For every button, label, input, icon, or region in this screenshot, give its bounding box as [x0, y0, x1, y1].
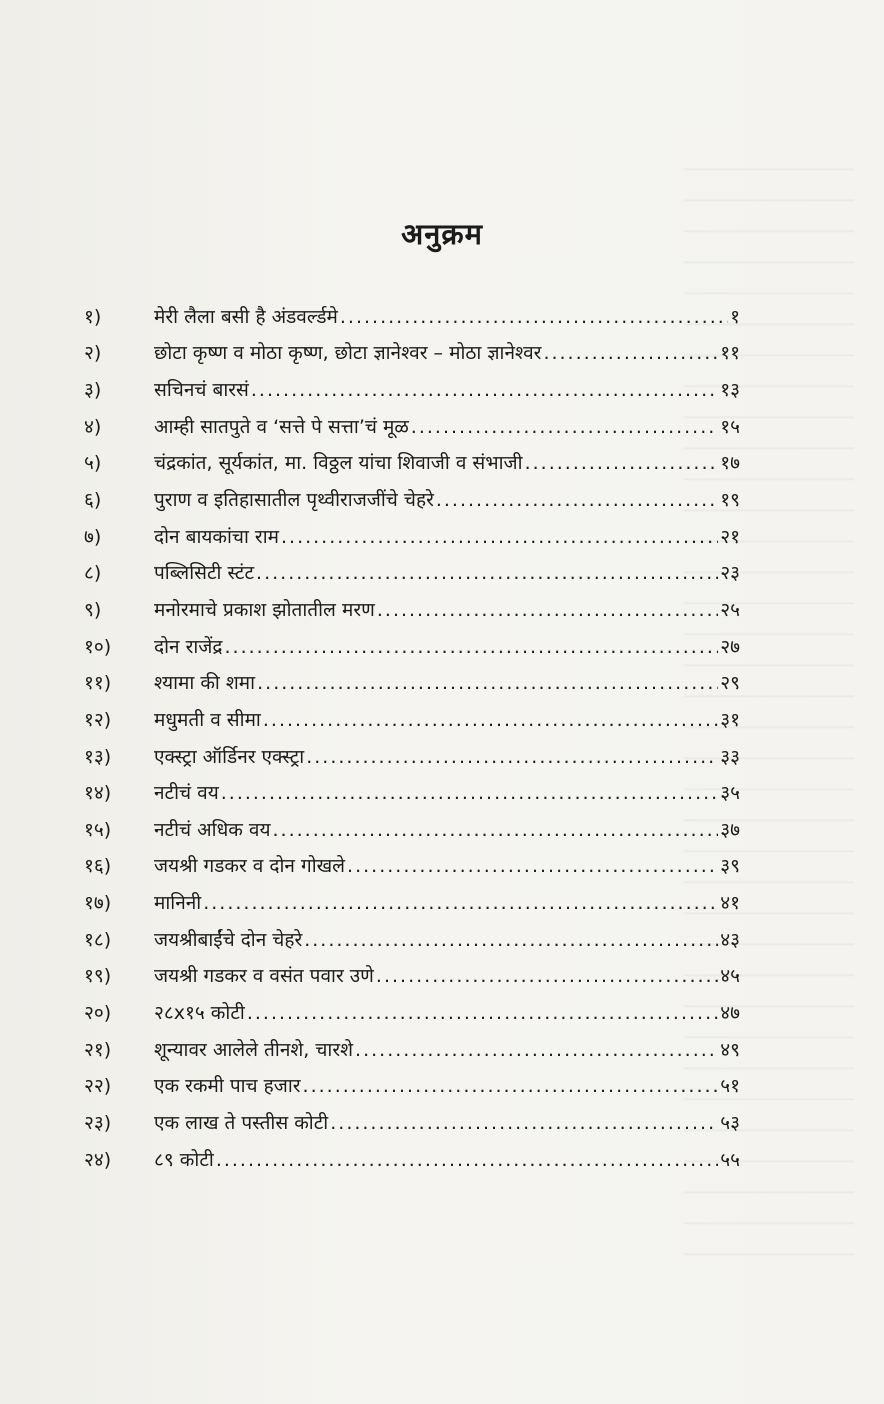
toc-entry-number: ९) — [84, 598, 102, 621]
toc-entry-title: जयश्री गडकर व दोन गोखले — [154, 855, 346, 878]
toc-entry — [84, 922, 740, 959]
toc-entry-number: २०) — [84, 1001, 112, 1024]
toc-entry-line — [154, 674, 740, 693]
toc-entry-page: ५५ — [720, 1148, 740, 1171]
dot-leader — [411, 418, 718, 437]
toc-entry-title: दोन राजेंद्र — [154, 635, 223, 658]
dot-leader — [543, 344, 718, 363]
dot-leader — [303, 1077, 719, 1096]
toc-entry-title: २८x१५ कोटी — [154, 1001, 245, 1024]
toc-entry-page: ३९ — [720, 855, 740, 878]
toc-entry-page: २७ — [720, 635, 740, 658]
toc-entry-title: एक्स्ट्रा ऑर्डिनर एक्स्ट्रा — [154, 745, 305, 768]
dot-leader — [436, 491, 718, 510]
toc-entry-title: पब्लिसिटी स्टंट — [154, 562, 255, 585]
toc-entry-page: १९ — [720, 489, 740, 512]
toc-entry — [84, 959, 740, 996]
dot-leader — [376, 967, 718, 986]
toc-entry-number: ५) — [84, 452, 102, 475]
toc-entry-number: ११) — [84, 672, 112, 695]
toc-entry-page: १५ — [720, 415, 740, 438]
toc-entry-page: १३ — [720, 379, 740, 402]
toc-entry-title: पुराण व इतिहासातील पृथ्वीराजजींचे चेहरे — [154, 489, 434, 512]
toc-entry-page: ११ — [720, 342, 740, 365]
toc-entry-page: ३१ — [720, 708, 740, 731]
toc-entry-line — [154, 635, 740, 658]
dot-leader — [256, 564, 718, 583]
dot-leader — [340, 308, 728, 327]
toc-entry-title: जयश्रीबाईंचे दोन चेहरे — [154, 928, 303, 951]
toc-entry — [84, 629, 740, 666]
toc-entry — [84, 592, 740, 629]
dot-leader — [224, 638, 718, 657]
toc-entry — [84, 775, 740, 812]
toc-entry-line — [154, 305, 740, 328]
toc-entry — [84, 446, 740, 483]
toc-entry-number: १८) — [84, 928, 112, 951]
table-of-contents — [84, 299, 740, 1178]
dot-leader — [257, 674, 718, 693]
toc-entry-number: १२) — [84, 708, 112, 731]
toc-entry — [84, 519, 740, 556]
toc-entry-number: १५) — [84, 818, 112, 841]
toc-entry-title: सचिनचं बारसं — [154, 379, 249, 402]
toc-entry — [84, 299, 740, 336]
toc-entry-title: मनोरमाचे प्रकाश झोतातील मरण — [154, 598, 375, 621]
toc-entry-page: २५ — [720, 598, 740, 621]
toc-entry — [84, 885, 740, 922]
dot-leader — [247, 1004, 718, 1023]
toc-entry-page: २१ — [720, 525, 740, 548]
dot-leader — [263, 711, 718, 730]
toc-entry-page: ४३ — [720, 928, 740, 951]
toc-entry — [84, 665, 740, 702]
toc-entry-title: एक लाख ते पस्तीस कोटी — [154, 1111, 329, 1134]
toc-entry-title: मधुमती व सीमा — [154, 708, 261, 731]
dot-leader — [281, 528, 718, 547]
dot-leader — [306, 748, 718, 767]
toc-entry-number: २) — [84, 342, 102, 365]
toc-entry-line — [154, 564, 740, 583]
toc-entry-page: ४९ — [720, 1038, 740, 1061]
toc-entry-title: एक रकमी पाच हजार — [154, 1075, 301, 1098]
toc-entry-title: नटीचं वय — [154, 782, 219, 805]
toc-entry-line — [154, 1001, 740, 1024]
toc-entry-number: ४) — [84, 415, 102, 438]
toc-entry-title: मेरी लैला बसी है अंडवर्ल्डमे — [154, 305, 338, 328]
toc-entry-number: १७) — [84, 892, 112, 915]
toc-entry-page: २३ — [720, 562, 740, 585]
dot-leader — [304, 931, 718, 950]
toc-entry-line — [154, 1038, 740, 1061]
toc-entry-line — [154, 967, 740, 986]
toc-entry-number: १९) — [84, 965, 112, 988]
toc-entry-number: १०) — [84, 635, 112, 658]
toc-entry-page: ४७ — [720, 1001, 740, 1024]
dot-leader — [251, 381, 718, 400]
toc-entry-title: दोन बायकांचा राम — [154, 525, 279, 548]
toc-entry — [84, 1032, 740, 1069]
dot-leader — [525, 454, 719, 473]
toc-entry-line — [154, 745, 740, 768]
toc-entry — [84, 812, 740, 849]
toc-entry-line — [154, 818, 740, 841]
toc-entry-line — [154, 491, 740, 510]
toc-entry-line — [154, 928, 740, 951]
toc-entry-page: १ — [730, 305, 740, 328]
toc-entry-number: २१) — [84, 1038, 112, 1061]
toc-entry-title: छोटा कृष्ण व मोठा कृष्ण, छोटा ज्ञानेश्वर – मोठा ज्ञानेश्वर — [154, 342, 542, 365]
toc-entry-line — [154, 784, 740, 803]
toc-entry-page: ३७ — [720, 818, 740, 841]
toc-entry-title: नटीचं अधिक वय — [154, 818, 271, 841]
page-title: अनुक्रम — [401, 217, 483, 251]
toc-entry-line — [154, 894, 740, 913]
toc-entry-line — [154, 1148, 740, 1171]
toc-entry-page: ५१ — [720, 1075, 740, 1098]
toc-entry — [84, 482, 740, 519]
toc-entry-page: १७ — [720, 452, 740, 475]
toc-entry-page: ४१ — [720, 892, 740, 915]
toc-entry-line — [154, 381, 740, 400]
toc-entry-page: ३३ — [720, 745, 740, 768]
toc-entry-number: १) — [84, 305, 102, 328]
toc-entry-number: २२) — [84, 1075, 112, 1098]
toc-entry-title: ८९ कोटी — [154, 1148, 214, 1171]
toc-entry-line — [154, 344, 740, 363]
toc-entry-page: ५३ — [720, 1111, 740, 1134]
toc-entry — [84, 336, 740, 373]
toc-entry — [84, 849, 740, 886]
toc-entry-line — [154, 415, 740, 438]
toc-entry-line — [154, 708, 740, 731]
dot-leader — [221, 784, 719, 803]
toc-entry-number: ६) — [84, 489, 102, 512]
toc-entry-line — [154, 454, 740, 473]
toc-entry-line — [154, 1111, 740, 1134]
toc-entry-title: श्यामा की शमा — [154, 672, 256, 695]
dot-leader — [355, 1041, 718, 1060]
toc-entry — [84, 555, 740, 592]
toc-entry — [84, 372, 740, 409]
toc-entry — [84, 702, 740, 739]
toc-entry — [84, 739, 740, 776]
toc-entry-title: जयश्री गडकर व वसंत पवार उणे — [154, 965, 374, 988]
toc-entry — [84, 1068, 740, 1105]
dot-leader — [377, 601, 718, 620]
toc-entry-title: शून्यावर आलेले तीनशे, चारशे — [154, 1038, 354, 1061]
toc-entry-number: २३) — [84, 1111, 112, 1134]
toc-entry-title: मानिनी — [154, 892, 202, 915]
toc-entry-page: ४५ — [720, 965, 740, 988]
toc-entry-number: ३) — [84, 379, 102, 402]
dot-leader — [216, 1151, 718, 1170]
toc-entry-number: ८) — [84, 562, 102, 585]
dot-leader — [273, 821, 719, 840]
toc-entry-line — [154, 525, 740, 548]
toc-entry-number: ७) — [84, 525, 102, 548]
dot-leader — [203, 894, 718, 913]
toc-entry-line — [154, 857, 740, 876]
toc-entry-line — [154, 1077, 740, 1096]
toc-entry-page: २९ — [720, 672, 740, 695]
dot-leader — [347, 857, 718, 876]
toc-entry-page: ३५ — [720, 782, 740, 805]
toc-entry-title: आम्ही सातपुते व ‘सत्ते पे सत्ता’चं मूळ — [154, 415, 409, 438]
toc-entry-title: चंद्रकांत, सूर्यकांत, मा. विठ्ठल यांचा शिवाजी व संभाजी — [154, 452, 523, 475]
toc-entry-line — [154, 598, 740, 621]
toc-entry — [84, 1142, 740, 1179]
toc-entry-number: २४) — [84, 1148, 112, 1171]
toc-entry-number: १६) — [84, 855, 112, 878]
toc-entry-number: १३) — [84, 745, 112, 768]
toc-entry — [84, 995, 740, 1032]
toc-entry — [84, 409, 740, 446]
toc-entry-number: १४) — [84, 782, 112, 805]
toc-entry — [84, 1105, 740, 1142]
dot-leader — [330, 1114, 718, 1133]
